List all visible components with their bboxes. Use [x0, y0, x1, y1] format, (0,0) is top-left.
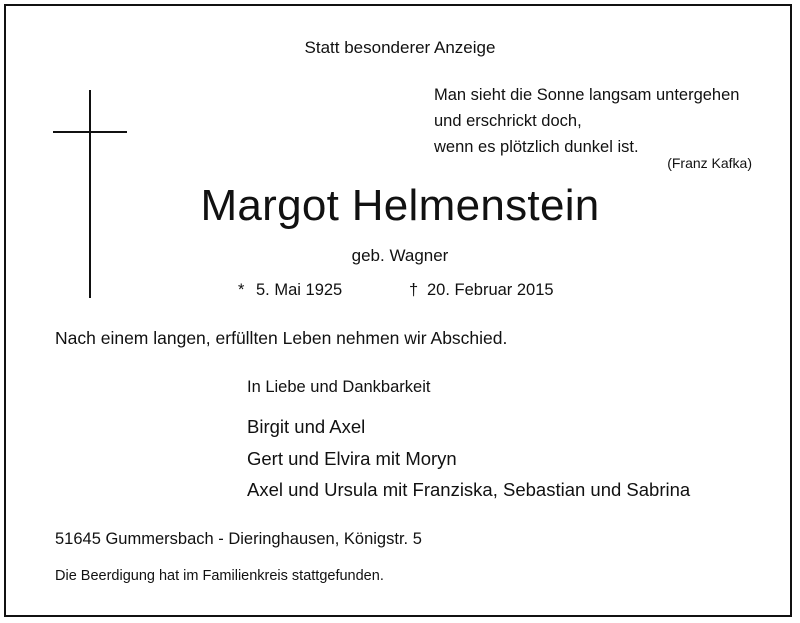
quote-line: wenn es plötzlich dunkel ist. [434, 138, 639, 156]
birth-line [238, 281, 342, 300]
gratitude-text: In Liebe und Dankbarkeit [247, 378, 431, 396]
deceased-name: Margot Helmenstein [200, 181, 600, 230]
birth-name: geb. Wagner [351, 246, 449, 265]
death-dagger-icon: † [409, 281, 419, 299]
quote-author: (Franz Kafka) [667, 155, 752, 171]
mourners-list [247, 411, 690, 506]
quote-line: und erschrickt doch, [434, 112, 582, 130]
birth-date: 5. Mai 1925 [256, 281, 343, 299]
death-date: 20. Februar 2015 [427, 281, 554, 299]
family-address: 51645 Gummersbach - Dieringhausen, Königstr. 5 [55, 530, 422, 548]
quote-line: Man sieht die Sonne langsam untergehen [434, 86, 740, 104]
mourner-item: Axel und Ursula mit Franziska, Sebastian und Sabrina [247, 479, 691, 500]
kafka-quote [434, 82, 739, 160]
birth-star-icon: * [238, 281, 245, 299]
mourner-item: Birgit und Axel [247, 416, 366, 437]
farewell-text: Nach einem langen, erfüllten Leben nehmen wir Abschied. [55, 328, 508, 348]
funeral-note: Die Beerdigung hat im Familienkreis stattgefunden. [55, 568, 384, 584]
death-line [409, 281, 554, 300]
mourner-item: Gert und Elvira mit Moryn [247, 447, 457, 469]
notice-header: Statt besonderer Anzeige [304, 38, 496, 57]
cross-icon-bar [53, 131, 127, 133]
